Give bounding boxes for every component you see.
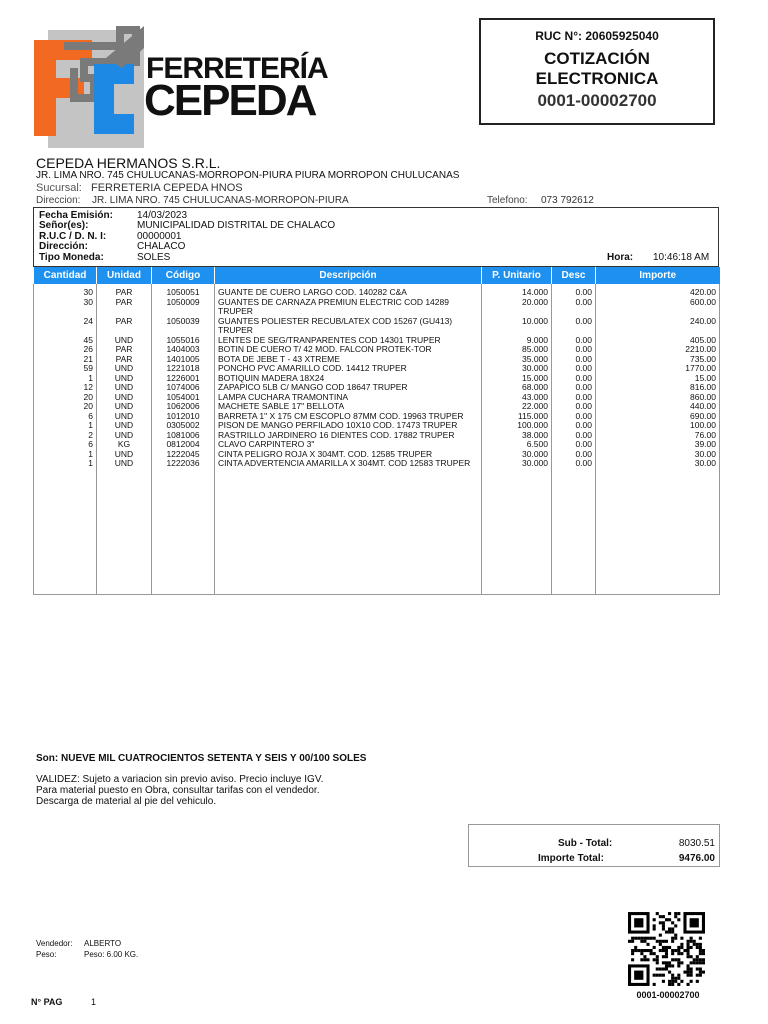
cell-quantity: 24 bbox=[34, 317, 97, 336]
items-table bbox=[33, 267, 720, 595]
cell-amount: 240.00 bbox=[596, 317, 720, 336]
client-address-value: CHALACO bbox=[137, 241, 186, 252]
branch-value: FERRETERIA CEPEDA HNOS bbox=[91, 182, 243, 194]
cell-code: 1221018 bbox=[152, 364, 215, 374]
cell-description: LAMPA CUCHARA TRAMONTINA bbox=[215, 393, 482, 403]
cell-amount: 600.00 bbox=[596, 298, 720, 317]
cell-description: BOTIQUIN MADERA 18X24 bbox=[215, 374, 482, 384]
cell-unit: PAR bbox=[97, 317, 152, 336]
cell-amount: 39.00 bbox=[596, 440, 720, 450]
table-row bbox=[34, 364, 720, 374]
cell-discount: 0.00 bbox=[552, 402, 596, 412]
cell-code: 1226001 bbox=[152, 374, 215, 384]
cell-unit: UND bbox=[97, 450, 152, 460]
col-header-unit: Unidad bbox=[97, 267, 152, 284]
cell-quantity: 1 bbox=[34, 459, 97, 469]
cell-unit-price: 38.000 bbox=[482, 431, 552, 441]
cell-unit: UND bbox=[97, 393, 152, 403]
cell-code: 1050051 bbox=[152, 284, 215, 298]
ruc-number: RUC N°: 20605925040 bbox=[535, 29, 659, 43]
cell-quantity: 20 bbox=[34, 402, 97, 412]
cell-code: 0305002 bbox=[152, 421, 215, 431]
cell-unit: UND bbox=[97, 459, 152, 469]
company-address: JR. LIMA NRO. 745 CHULUCANAS-MORROPON-PIURA PIURA MORROPON CHULUCANAS bbox=[36, 170, 460, 181]
seller-label: Vendedor: bbox=[36, 939, 73, 948]
cell-unit: UND bbox=[97, 336, 152, 346]
cell-discount: 0.00 bbox=[552, 317, 596, 336]
cell-quantity: 30 bbox=[34, 284, 97, 298]
empty-cell bbox=[482, 469, 552, 595]
document-number: 0001-00002700 bbox=[537, 91, 657, 110]
table-row bbox=[34, 431, 720, 441]
phone-label: Telefono: bbox=[487, 195, 528, 206]
cell-unit-price: 15.000 bbox=[482, 374, 552, 384]
cell-description: GUANTES DE CARNAZA PREMIUN ELECTRIC COD 14289 TRUPER bbox=[215, 298, 482, 317]
cell-unit-price: 14.000 bbox=[482, 284, 552, 298]
cell-code: 1222036 bbox=[152, 459, 215, 469]
cell-amount: 735.00 bbox=[596, 355, 720, 365]
cell-description: RASTRILLO JARDINERO 16 DIENTES COD. 17882 TRUPER bbox=[215, 431, 482, 441]
cell-unit: UND bbox=[97, 374, 152, 384]
empty-cell bbox=[97, 469, 152, 595]
col-header-discount: Desc bbox=[552, 267, 596, 284]
subtotal-value: 8030.51 bbox=[678, 838, 715, 849]
cell-unit: UND bbox=[97, 383, 152, 393]
empty-cell bbox=[34, 469, 97, 595]
cell-unit: PAR bbox=[97, 284, 152, 298]
cell-amount: 420.00 bbox=[596, 284, 720, 298]
cell-discount: 0.00 bbox=[552, 364, 596, 374]
cell-unit-price: 9.000 bbox=[482, 336, 552, 346]
cell-code: 1074006 bbox=[152, 383, 215, 393]
cell-code: 1054001 bbox=[152, 393, 215, 403]
cell-unit-price: 30.000 bbox=[482, 450, 552, 460]
cell-unit: UND bbox=[97, 364, 152, 374]
cell-amount: 2210.00 bbox=[596, 345, 720, 355]
client-name-label: Señor(es): bbox=[39, 220, 89, 231]
cell-code: 1081006 bbox=[152, 431, 215, 441]
cell-discount: 0.00 bbox=[552, 336, 596, 346]
company-logo bbox=[34, 18, 328, 153]
cell-unit-price: 30.000 bbox=[482, 364, 552, 374]
table-row bbox=[34, 317, 720, 336]
total-value: 9476.00 bbox=[678, 853, 715, 864]
cell-amount: 816.00 bbox=[596, 383, 720, 393]
qr-caption: 0001-00002700 bbox=[636, 990, 700, 1000]
cell-quantity: 12 bbox=[34, 383, 97, 393]
weight-label: Peso: bbox=[36, 950, 57, 959]
cell-quantity: 1 bbox=[34, 450, 97, 460]
table-row bbox=[34, 345, 720, 355]
cell-description: BARRETA 1" X 175 CM ESCOPLO 87MM COD. 19963 TRUPER bbox=[215, 412, 482, 422]
cell-unit: UND bbox=[97, 412, 152, 422]
cell-description: ZAPAPICO 5LB C/ MANGO COD 18647 TRUPER bbox=[215, 383, 482, 393]
table-header-row bbox=[34, 267, 720, 284]
empty-cell bbox=[152, 469, 215, 595]
cell-unit-price: 6.500 bbox=[482, 440, 552, 450]
cell-quantity: 26 bbox=[34, 345, 97, 355]
cell-code: 0812004 bbox=[152, 440, 215, 450]
empty-cell bbox=[552, 469, 596, 595]
cell-description: BOTIN DE CUERO T/ 42 MOD. FALCON PROTEK-TOR bbox=[215, 345, 482, 355]
cell-code: 1401005 bbox=[152, 355, 215, 365]
branch-address-label: Direccion: bbox=[36, 195, 81, 206]
cell-amount: 30.00 bbox=[596, 450, 720, 460]
empty-cell bbox=[596, 469, 720, 595]
validity-notes bbox=[36, 774, 323, 807]
cell-discount: 0.00 bbox=[552, 374, 596, 384]
client-info-box bbox=[33, 207, 719, 267]
cell-discount: 0.00 bbox=[552, 412, 596, 422]
table-row bbox=[34, 383, 720, 393]
cell-amount: 440.00 bbox=[596, 402, 720, 412]
cell-code: 1012010 bbox=[152, 412, 215, 422]
table-filler-row bbox=[34, 469, 720, 595]
cell-unit: PAR bbox=[97, 345, 152, 355]
time-value: 10:46:18 AM bbox=[653, 252, 710, 263]
cell-quantity: 45 bbox=[34, 336, 97, 346]
cell-description: CINTA ADVERTENCIA AMARILLA X 304MT. COD 12583 TRUPER bbox=[215, 459, 482, 469]
phone-value: 073 792612 bbox=[541, 195, 594, 206]
cell-description: LENTES DE SEG/TRANPARENTES COD 14301 TRUPER bbox=[215, 336, 482, 346]
cell-unit-price: 20.000 bbox=[482, 298, 552, 317]
table-row bbox=[34, 393, 720, 403]
cell-unit: KG bbox=[97, 440, 152, 450]
cell-discount: 0.00 bbox=[552, 450, 596, 460]
cell-unit-price: 100.000 bbox=[482, 421, 552, 431]
cell-description: BOTA DE JEBE T - 43 XTREME bbox=[215, 355, 482, 365]
cell-amount: 100.00 bbox=[596, 421, 720, 431]
table-row bbox=[34, 459, 720, 469]
cell-amount: 690.00 bbox=[596, 412, 720, 422]
cell-unit: UND bbox=[97, 421, 152, 431]
cell-discount: 0.00 bbox=[552, 345, 596, 355]
logo-text-line1: FERRETERÍA bbox=[146, 52, 328, 85]
cell-unit: PAR bbox=[97, 298, 152, 317]
time-label: Hora: bbox=[607, 252, 634, 263]
seller-value: ALBERTO bbox=[84, 939, 122, 948]
cell-amount: 1770.00 bbox=[596, 364, 720, 374]
cell-description: PONCHO PVC AMARILLO COD. 14412 TRUPER bbox=[215, 364, 482, 374]
currency-value: SOLES bbox=[137, 252, 171, 263]
cell-code: 1055016 bbox=[152, 336, 215, 346]
cell-description: MACHETE SABLE 17" BELLOTA bbox=[215, 402, 482, 412]
cell-amount: 15.00 bbox=[596, 374, 720, 384]
cell-amount: 860.00 bbox=[596, 393, 720, 403]
table-row bbox=[34, 298, 720, 317]
col-header-code: Código bbox=[152, 267, 215, 284]
cell-description: CLAVO CARPINTERO 3" bbox=[215, 440, 482, 450]
cell-description: CINTA PELIGRO ROJA X 304MT. COD. 12585 TRUPER bbox=[215, 450, 482, 460]
validity-note-line: Descarga de material al pie del vehiculo. bbox=[36, 796, 217, 807]
cell-quantity: 2 bbox=[34, 431, 97, 441]
cell-amount: 76.00 bbox=[596, 431, 720, 441]
cell-discount: 0.00 bbox=[552, 298, 596, 317]
cell-quantity: 6 bbox=[34, 412, 97, 422]
cell-code: 1062006 bbox=[152, 402, 215, 412]
page-number-label: N° PAG bbox=[31, 997, 63, 1007]
client-ruc-label: R.U.C / D. N. I: bbox=[39, 231, 107, 242]
cell-description: GUANTES POLIESTER RECUB/LATEX COD 15267 (GU413) TRUPER bbox=[215, 317, 482, 336]
cell-unit: UND bbox=[97, 431, 152, 441]
cell-unit-price: 35.000 bbox=[482, 355, 552, 365]
empty-cell bbox=[215, 469, 482, 595]
table-row bbox=[34, 284, 720, 298]
totals-box bbox=[468, 824, 720, 867]
branch-address-value: JR. LIMA NRO. 745 CHULUCANAS-MORROPON-PIURA bbox=[92, 195, 349, 206]
cell-quantity: 21 bbox=[34, 355, 97, 365]
logo-text-line2: CEPEDA bbox=[144, 76, 316, 125]
issue-date-label: Fecha Emisión: bbox=[39, 210, 113, 221]
cell-unit-price: 68.000 bbox=[482, 383, 552, 393]
cell-unit-price: 30.000 bbox=[482, 459, 552, 469]
cell-quantity: 1 bbox=[34, 374, 97, 384]
cell-discount: 0.00 bbox=[552, 383, 596, 393]
total-label: Importe Total: bbox=[538, 853, 604, 864]
amount-in-words: Son: NUEVE MIL CUATROCIENTOS SETENTA Y SEIS Y 00/100 SOLES bbox=[36, 753, 367, 764]
cell-unit-price: 43.000 bbox=[482, 393, 552, 403]
cell-code: 1404003 bbox=[152, 345, 215, 355]
cell-quantity: 30 bbox=[34, 298, 97, 317]
qr-code-icon bbox=[628, 912, 705, 986]
col-header-description: Descripción bbox=[215, 267, 482, 284]
validity-note-line: VALIDEZ: Sujeto a variacion sin previo aviso. Precio incluye IGV. bbox=[36, 774, 324, 785]
col-header-quantity: Cantidad bbox=[34, 267, 97, 284]
cell-unit-price: 10.000 bbox=[482, 317, 552, 336]
col-header-amount: Importe bbox=[596, 267, 720, 284]
branch-label: Sucursal: bbox=[36, 182, 82, 194]
cell-unit-price: 115.000 bbox=[482, 412, 552, 422]
client-ruc-value: 00000001 bbox=[137, 231, 182, 242]
cell-quantity: 6 bbox=[34, 440, 97, 450]
cell-discount: 0.00 bbox=[552, 431, 596, 441]
cell-discount: 0.00 bbox=[552, 421, 596, 431]
company-name: CEPEDA HERMANOS S.R.L. bbox=[36, 155, 221, 171]
cell-description: GUANTE DE CUERO LARGO COD. 140282 C&A bbox=[215, 284, 482, 298]
issue-date-value: 14/03/2023 bbox=[137, 210, 188, 221]
cell-amount: 30.00 bbox=[596, 459, 720, 469]
document-type-line1: COTIZACIÓN bbox=[544, 49, 650, 68]
cell-discount: 0.00 bbox=[552, 355, 596, 365]
fc-monogram-icon bbox=[34, 18, 144, 153]
cell-quantity: 59 bbox=[34, 364, 97, 374]
cell-code: 1222045 bbox=[152, 450, 215, 460]
cell-discount: 0.00 bbox=[552, 440, 596, 450]
client-address-label: Dirección: bbox=[39, 241, 88, 252]
document-type-line2: ELECTRONICA bbox=[535, 69, 659, 88]
cell-code: 1050039 bbox=[152, 317, 215, 336]
cell-amount: 405.00 bbox=[596, 336, 720, 346]
cell-unit-price: 22.000 bbox=[482, 402, 552, 412]
weight-value: Peso: 6.00 KG. bbox=[84, 950, 139, 959]
cell-unit: PAR bbox=[97, 355, 152, 365]
validity-note-line: Para material puesto en Obra, consultar tarifas con el vendedor. bbox=[36, 785, 320, 796]
cell-quantity: 1 bbox=[34, 421, 97, 431]
cell-description: PISON DE MANGO PERFILADO 10X10 COD. 17473 TRUPER bbox=[215, 421, 482, 431]
page-number-value: 1 bbox=[91, 997, 97, 1007]
subtotal-label: Sub - Total: bbox=[558, 838, 613, 849]
cell-quantity: 20 bbox=[34, 393, 97, 403]
items-body bbox=[34, 284, 720, 594]
client-name-value: MUNICIPALIDAD DISTRITAL DE CHALACO bbox=[137, 220, 336, 231]
cell-discount: 0.00 bbox=[552, 459, 596, 469]
col-header-unit-price: P. Unitario bbox=[482, 267, 552, 284]
cell-unit-price: 85.000 bbox=[482, 345, 552, 355]
cell-unit: UND bbox=[97, 402, 152, 412]
document-id-box bbox=[479, 18, 715, 125]
cell-discount: 0.00 bbox=[552, 393, 596, 403]
currency-label: Tipo Moneda: bbox=[39, 252, 104, 263]
cell-code: 1050009 bbox=[152, 298, 215, 317]
cell-discount: 0.00 bbox=[552, 284, 596, 298]
